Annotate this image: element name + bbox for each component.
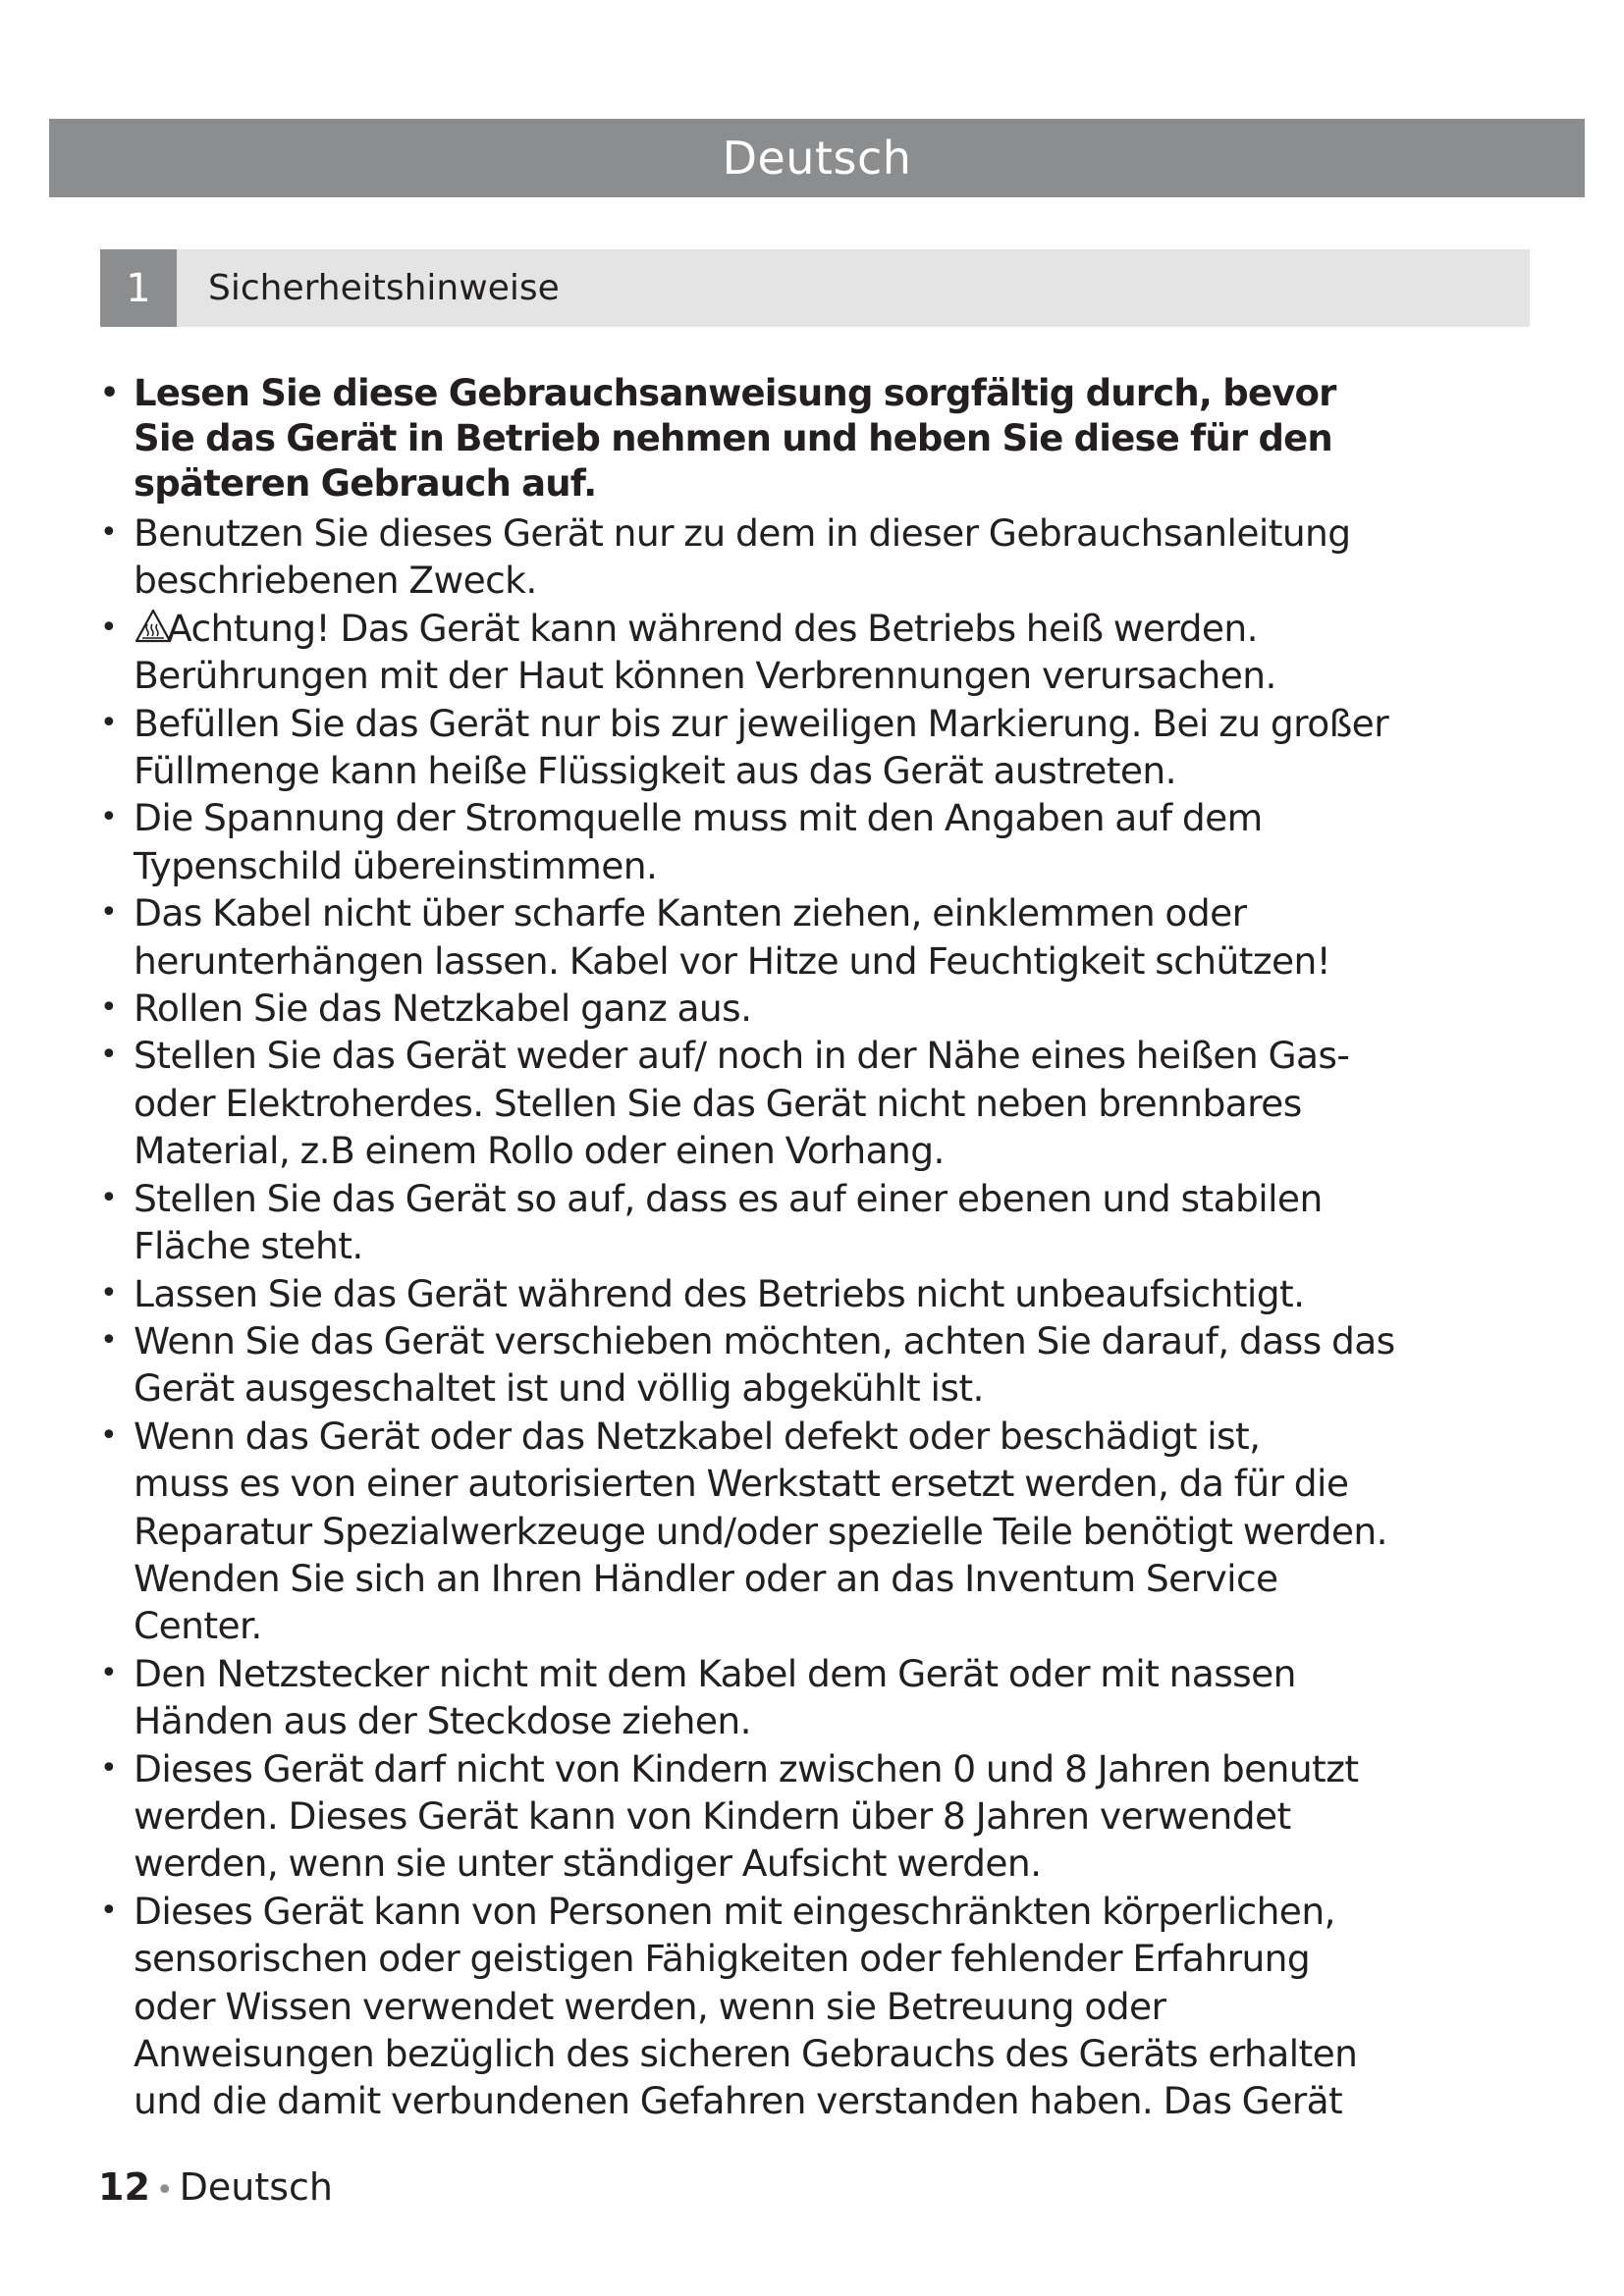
item-line: Typenschild übereinstimmen. [134, 843, 658, 887]
item-line: Anweisungen bezüglich des sicheren Gebrauchs des Geräts erhalten [134, 2032, 1358, 2075]
item-line: herunterhängen lassen. Kabel vor Hitze und Feuchtigkeit schützen! [134, 938, 1331, 983]
safety-item [98, 605, 1551, 700]
bullet-marker: • [100, 1655, 118, 1690]
safety-item [98, 889, 1551, 985]
item-line: Füllmenge kann heiße Flüssigkeit aus das Gerät austreten. [134, 749, 1176, 793]
bullet-marker: • [100, 1417, 118, 1453]
item-line: Wenn Sie das Gerät verschieben möchten, achten Sie darauf, dass das [134, 1318, 1395, 1362]
safety-item [98, 509, 1551, 605]
safety-item [98, 1317, 1551, 1413]
bullet-marker: • [100, 895, 118, 931]
footer-language: Deutsch [179, 2165, 333, 2209]
bullet-marker: • [100, 610, 118, 645]
item-line: Center. [134, 1604, 262, 1648]
item-line: Stellen Sie das Gerät so auf, dass es auf einer ebenen und stabilen [134, 1176, 1323, 1220]
safety-item [98, 700, 1551, 795]
item-line: Dieses Gerät darf nicht von Kindern zwischen 0 und 8 Jahren benutzt [134, 1746, 1359, 1790]
language-banner-title: Deutsch [722, 132, 912, 185]
item-line: Die Spannung der Stromquelle muss mit den Angaben auf dem [134, 796, 1263, 840]
item-line: Sie das Gerät in Betrieb nehmen und heben Sie diese für den [134, 417, 1332, 459]
bullet-marker: • [100, 1275, 118, 1310]
item-line: und die damit verbundenen Gefahren verstanden haben. Das Gerät [134, 2079, 1343, 2123]
bullet-marker: • [100, 1322, 118, 1358]
item-line: Material, z.B einem Rollo oder einen Vorhang. [134, 1129, 945, 1173]
item-line: Wenden Sie sich an Ihren Händler oder an das Inventum Service [134, 1556, 1278, 1600]
safety-item [98, 1270, 1551, 1317]
bullet-marker: • [100, 515, 118, 550]
item-line: beschriebenen Zweck. [134, 559, 537, 603]
item-line: Den Netzstecker nicht mit dem Kabel dem Gerät oder mit nassen [134, 1651, 1296, 1695]
item-line: Lassen Sie das Gerät während des Betriebs nicht unbeaufsichtigt. [134, 1271, 1305, 1315]
bullet-marker: • [100, 376, 119, 410]
safety-item [98, 1032, 1551, 1174]
footer-separator: • [155, 2173, 174, 2208]
item-line: Dieses Gerät kann von Personen mit eingeschränkten körperlichen, [134, 1889, 1335, 1933]
safety-item [98, 1745, 1551, 1888]
bullet-marker: • [100, 1180, 118, 1215]
safety-item [98, 985, 1551, 1032]
item-line: späteren Gebrauch auf. [134, 462, 597, 505]
safety-item [98, 794, 1551, 889]
safety-item [98, 1413, 1551, 1650]
item-line-text: Achtung! Das Gerät kann während des Betriebs heiß werden. [167, 606, 1258, 650]
item-line: oder Wissen verwendet werden, wenn sie Betreuung oder [134, 1984, 1166, 2028]
section-header [100, 249, 1530, 327]
section-title: Sicherheitshinweise [208, 268, 560, 308]
page-footer [98, 2165, 333, 2209]
item-line: Fläche steht. [134, 1224, 363, 1268]
item-line: muss es von einer autorisierten Werkstatt ersetzt werden, da für die [134, 1462, 1349, 1506]
section-number: 1 [100, 249, 177, 327]
safety-item [98, 1175, 1551, 1270]
item-line: sensorischen oder geistigen Fähigkeiten oder fehlender Erfahrung [134, 1937, 1311, 1981]
bullet-marker: • [100, 1038, 118, 1073]
item-line: Händen aus der Steckdose ziehen. [134, 1699, 751, 1743]
language-banner [49, 119, 1585, 197]
safety-instructions-list [98, 371, 1551, 2125]
bullet-marker: • [100, 1893, 118, 1928]
item-line: werden, wenn sie unter ständiger Aufsicht werden. [134, 1842, 1042, 1886]
item-line: Wenn das Gerät oder das Netzkabel defekt oder beschädigt ist, [134, 1414, 1261, 1458]
item-line: Das Kabel nicht über scharfe Kanten ziehen, einklemmen oder [134, 891, 1247, 935]
item-line: Befüllen Sie das Gerät nur bis zur jeweiligen Markierung. Bei zu großer [134, 701, 1389, 745]
item-line: Stellen Sie das Gerät weder auf/ noch in der Nähe eines heißen Gas- [134, 1034, 1350, 1078]
item-line: Reparatur Spezialwerkzeuge und/oder spezielle Teile benötigt werden. [134, 1509, 1387, 1553]
page-number: 12 [98, 2165, 150, 2209]
safety-item [98, 371, 1551, 507]
bullet-marker: • [100, 990, 118, 1026]
safety-item [98, 1650, 1551, 1745]
item-line: Rollen Sie das Netzkabel ganz aus. [134, 987, 752, 1031]
item-line: Lesen Sie diese Gebrauchsanweisung sorgfältig durch, bevor [134, 372, 1336, 414]
item-line: oder Elektroherdes. Stellen Sie das Gerät nicht neben brennbares [134, 1081, 1302, 1125]
bullet-marker: • [100, 1750, 118, 1786]
bullet-marker: • [100, 800, 118, 835]
bullet-marker: • [100, 705, 118, 740]
item-line [134, 605, 1551, 652]
safety-item [98, 1888, 1551, 2125]
item-line: werden. Dieses Gerät kann von Kindern über 8 Jahren verwendet [134, 1793, 1291, 1838]
item-line: Gerät ausgeschaltet ist und völlig abgekühlt ist. [134, 1366, 984, 1411]
item-line: Berührungen mit der Haut können Verbrennungen verursachen. [134, 654, 1276, 698]
item-line: Benutzen Sie dieses Gerät nur zu dem in dieser Gebrauchsanleitung [134, 511, 1351, 555]
